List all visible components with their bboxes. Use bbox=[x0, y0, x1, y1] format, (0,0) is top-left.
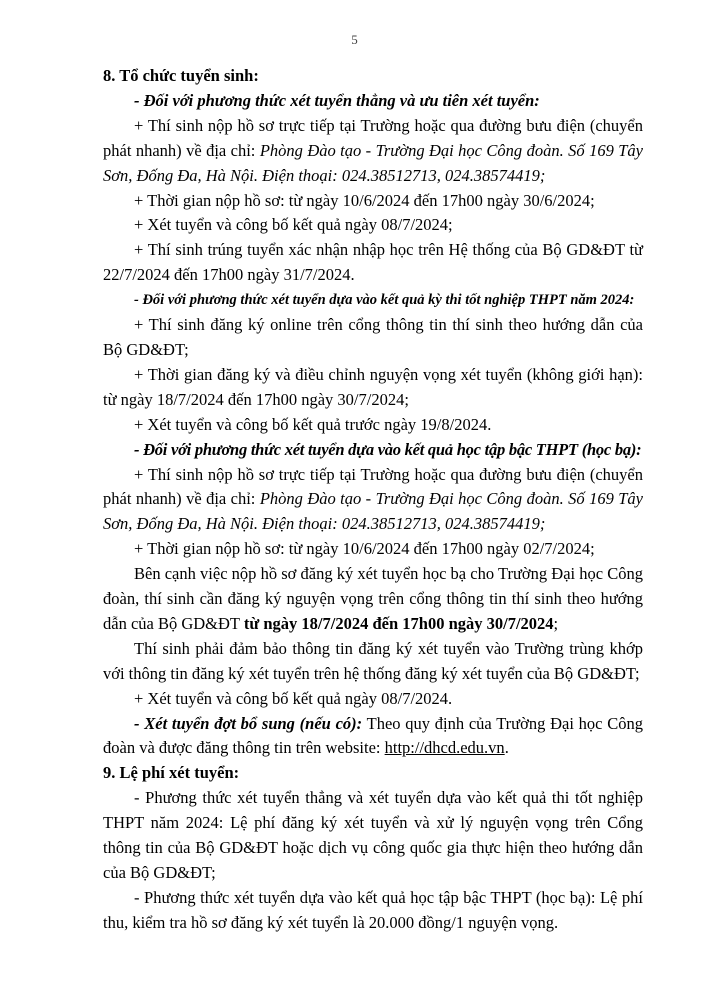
supplement-text: Theo quy định của Trường Đại học Công đoàn và được đăng thông tin trên website: bbox=[103, 713, 643, 758]
section-8-heading: 8. Tổ chức tuyển sinh: bbox=[103, 66, 259, 85]
hocba-para-1 bbox=[103, 562, 643, 637]
direct-item-1-address: Phòng Đào tạo - Trường Đại học Công đoàn. Số 169 Tây Sơn, Đống Đa, Hà Nội. Điện thoại: 024.38512713, 024.38574419; bbox=[103, 140, 643, 185]
section-9-heading: 9. Lệ phí xét tuyển: bbox=[103, 763, 240, 783]
website-link[interactable]: http://dhcd.edu.vn bbox=[384, 738, 505, 758]
thpt-item-1: + Thí sinh đăng ký online trên cổng thông tin thí sinh theo hướng dẫn của Bộ GD&ĐT; bbox=[103, 315, 643, 359]
thpt-item-2: + Thời gian đăng ký và điều chỉnh nguyện vọng xét tuyển (không giới hạn): từ ngày 18/7/2024 đến 17h00 ngày 30/7/2024; bbox=[103, 364, 643, 409]
fee-para-1: - Phương thức xét tuyển thẳng và xét tuyển dựa vào kết quả thi tốt nghiệp THPT năm 2024: Lệ phí đăng ký xét tuyển và xử lý nguyện vọng trên Cổng thông tin của Bộ GD&ĐT hoặc dịch vụ công quốc gia thực hiện theo hướng dẫn của Bộ GD&ĐT; bbox=[103, 788, 643, 882]
direct-item-3: + Xét tuyển và công bố kết quả ngày 08/7/2024; bbox=[134, 215, 453, 235]
supplement-title: - Xét tuyển đợt bổ sung (nếu có): bbox=[134, 713, 363, 733]
hocba-para-1-deadline: từ ngày 18/7/2024 đến 17h00 ngày 30/7/2024 bbox=[243, 613, 554, 633]
direct-item-1 bbox=[103, 114, 643, 189]
hocba-para-1-end: ; bbox=[553, 613, 559, 633]
fee-para-2: - Phương thức xét tuyển dựa vào kết quả học tập bậc THPT (học bạ): Lệ phí thu, kiểm tra hồ sơ đăng ký xét tuyển là 20.000 đồng/1 nguyện vọng. bbox=[103, 887, 643, 932]
direct-admission-title: - Đối với phương thức xét tuyển thẳng và ưu tiên xét tuyển: bbox=[134, 90, 540, 110]
direct-item-4: + Thí sinh trúng tuyển xác nhận nhập học trên Hệ thống của Bộ GD&ĐT từ 22/7/2024 đến 17h00 ngày 31/7/2024. bbox=[103, 240, 643, 285]
direct-item-1-text: + Thí sinh nộp hồ sơ trực tiếp tại Trường hoặc qua đường bưu điện (chuyển phát nhanh) về địa chỉ: bbox=[103, 115, 643, 160]
hocba-item-1-text: + Thí sinh nộp hồ sơ trực tiếp tại Trường hoặc qua đường bưu điện (chuyển phát nhanh) về địa chỉ: bbox=[103, 464, 643, 509]
page-content bbox=[103, 64, 643, 936]
supplement-end: . bbox=[504, 738, 509, 758]
hocba-item-1 bbox=[103, 463, 643, 538]
supplement-paragraph bbox=[103, 712, 643, 762]
thpt-item-3: + Xét tuyển và công bố kết quả trước ngày 19/8/2024. bbox=[134, 414, 492, 434]
direct-item-2: + Thời gian nộp hồ sơ: từ ngày 10/6/2024 đến 17h00 ngày 30/6/2024; bbox=[134, 190, 595, 210]
hocba-para-2: Thí sinh phải đảm bảo thông tin đăng ký xét tuyển vào Trường trùng khớp với thông tin đăng ký xét tuyển trên hệ thống đăng ký xét tuyển của Bộ GD&ĐT; bbox=[103, 638, 643, 683]
hocba-para-1-text: Bên cạnh việc nộp hồ sơ đăng ký xét tuyển học bạ cho Trường Đại học Công đoàn, thí sinh cần đăng ký nguyện vọng trên cổng thông tin thí sinh theo hướng dẫn của Bộ GD&ĐT bbox=[103, 564, 643, 633]
thpt-exam-title: - Đối với phương thức xét tuyển dựa vào kết quả kỳ thi tốt nghiệp THPT năm 2024: bbox=[134, 292, 635, 309]
hocba-item-2: + Thời gian nộp hồ sơ: từ ngày 10/6/2024 đến 17h00 ngày 02/7/2024; bbox=[134, 539, 595, 559]
hocba-title: - Đối với phương thức xét tuyển dựa vào kết quả học tập bậc THPT (học bạ): bbox=[134, 439, 642, 459]
page-number: 5 bbox=[351, 32, 358, 47]
hocba-item-1-address: Phòng Đào tạo - Trường Đại học Công đoàn. Số 169 Tây Sơn, Đống Đa, Hà Nội. Điện thoại: 024.38512713, 024.38574419; bbox=[103, 489, 643, 534]
hocba-item-3: + Xét tuyển và công bố kết quả ngày 08/7/2024. bbox=[134, 688, 453, 708]
